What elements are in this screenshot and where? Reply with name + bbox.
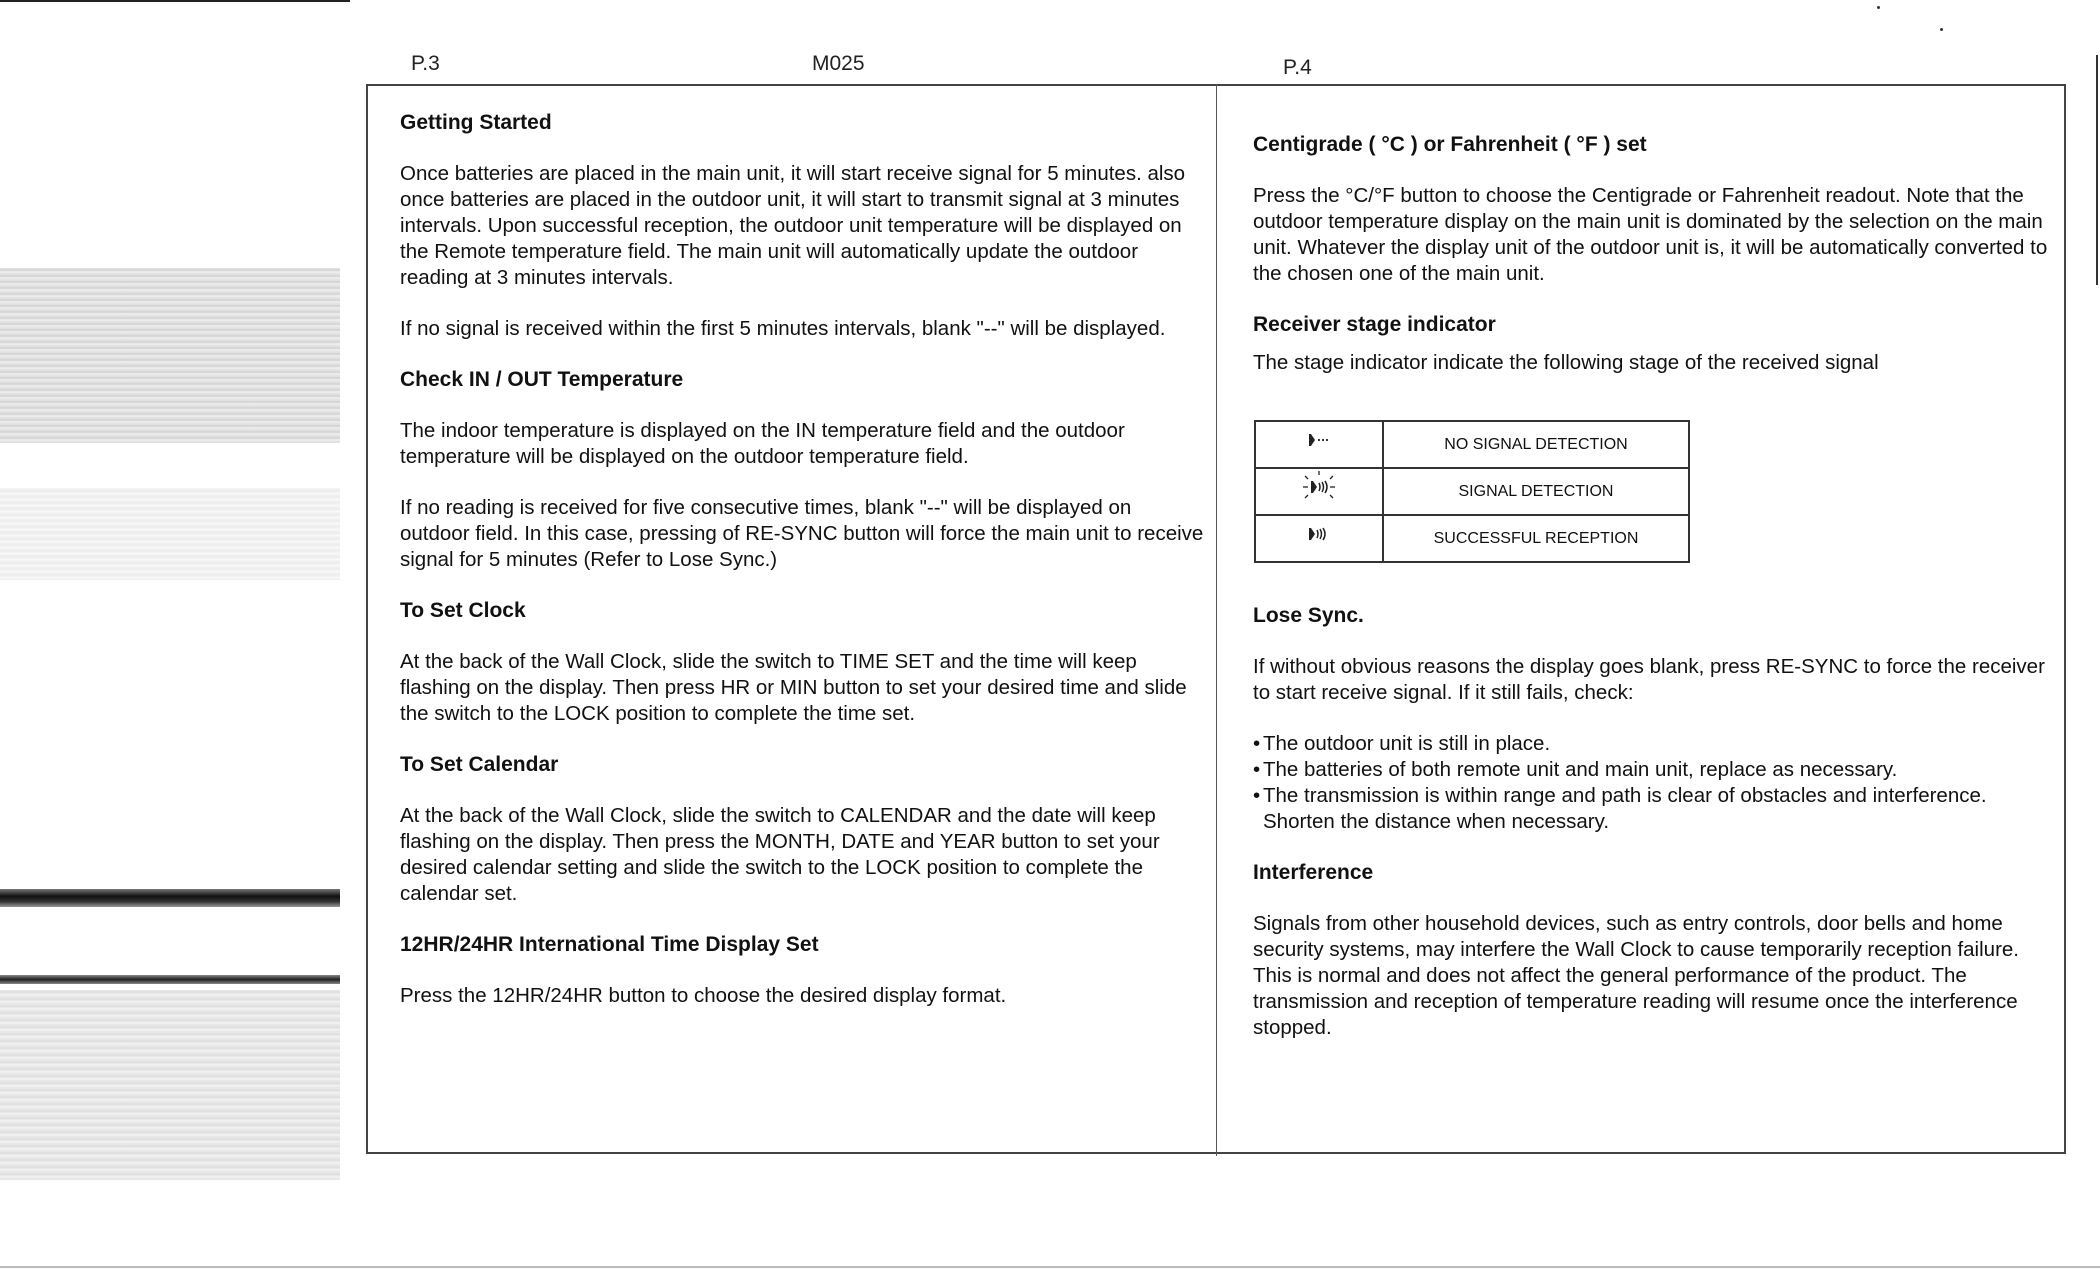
row-label: SIGNAL DETECTION bbox=[1383, 468, 1689, 515]
successful-reception-icon bbox=[1255, 515, 1383, 562]
paragraph: Press the 12HR/24HR button to choose the desired display format. bbox=[400, 984, 1007, 1007]
table-row bbox=[1255, 468, 1689, 515]
list-item: • The transmission is within range and path is clear of obstacles and interference. Shorten the distance when necessary. bbox=[1253, 783, 2053, 835]
section-title: Lose Sync. bbox=[1253, 604, 1364, 627]
list-item: • The outdoor unit is still in place. bbox=[1253, 731, 2053, 757]
row-label: SUCCESSFUL RECEPTION bbox=[1383, 515, 1689, 562]
page-number-right: P.4 bbox=[1283, 56, 1312, 79]
table-row bbox=[1255, 515, 1689, 562]
scan-artifact-bar bbox=[0, 889, 340, 907]
paragraph: If no reading is received for five consecutive times, blank "--" will be displayed on outdoor field. In this case, pressing of RE-SYNC button will force the main unit to receive signal for 5 minutes (Refer to Lose Sync.) bbox=[400, 496, 1204, 571]
scan-artifact-block bbox=[0, 268, 340, 443]
paragraph: At the back of the Wall Clock, slide the switch to CALENDAR and the date will keep flashing on the display. Then press the MONTH, DATE and YEAR button to set your desired calendar setting and slide the switch to the LOCK position to complete the calendar set. bbox=[400, 804, 1160, 905]
list-item: • The batteries of both remote unit and main unit, replace as necessary. bbox=[1253, 757, 2053, 783]
speck bbox=[1940, 28, 1943, 31]
top-edge-rule bbox=[0, 0, 350, 2]
section-title: Check IN / OUT Temperature bbox=[400, 368, 684, 391]
section-title: 12HR/24HR International Time Display Set bbox=[400, 933, 819, 956]
speck bbox=[1877, 6, 1880, 9]
section-title: Centigrade ( °C ) or Fahrenheit ( °F ) set bbox=[1253, 133, 1647, 156]
page-number-left: P.3 bbox=[411, 52, 440, 75]
section-title: Interference bbox=[1253, 861, 1374, 884]
model-number: M025 bbox=[812, 52, 865, 75]
paragraph: At the back of the Wall Clock, slide the switch to TIME SET and the time will keep flashing on the display. Then press HR or MIN button to set your desired time and slide the switch to the LOCK position to complete the time set. bbox=[400, 650, 1187, 725]
scan-artifact-bar bbox=[0, 975, 340, 984]
paragraph: The stage indicator indicate the following stage of the received signal bbox=[1253, 351, 1879, 374]
column-divider bbox=[1216, 84, 1217, 1156]
checklist bbox=[1253, 731, 2053, 835]
paragraph: Once batteries are placed in the main unit, it will start receive signal for 5 minutes. also once batteries are placed in the outdoor unit, it will start to transmit signal at 3 minutes intervals. Upon successful reception, the outdoor unit temperature will be displayed on the Remote temperature field. The main unit will automatically update the outdoor reading at 3 minutes intervals. bbox=[400, 162, 1186, 289]
row-label: NO SIGNAL DETECTION bbox=[1383, 421, 1689, 468]
no-signal-icon bbox=[1255, 421, 1383, 468]
section-title: Getting Started bbox=[400, 111, 552, 134]
right-edge-rule bbox=[2096, 55, 2098, 285]
paragraph: If without obvious reasons the display goes blank, press RE-SYNC to force the receiver to start receive signal. If it still fails, check: bbox=[1253, 655, 2045, 704]
scan-artifact-line bbox=[0, 488, 340, 580]
table-row bbox=[1255, 421, 1689, 468]
paragraph: If no signal is received within the first 5 minutes intervals, blank "--" will be displayed. bbox=[400, 317, 1166, 340]
signal-detection-icon bbox=[1255, 468, 1383, 515]
paragraph: Signals from other household devices, such as entry controls, door bells and home security systems, may interfere the Wall Clock to cause temporarily reception failure. This is normal and does not affect the general performance of the product. The transmission and reception of temperature reading will resume once the interference stopped. bbox=[1253, 912, 2019, 1039]
paragraph: The indoor temperature is displayed on the IN temperature field and the outdoor temperature will be displayed on the outdoor temperature field. bbox=[400, 419, 1125, 468]
signal-indicator-table bbox=[1254, 420, 1690, 563]
section-title: To Set Calendar bbox=[400, 753, 559, 776]
scan-artifact-block bbox=[0, 990, 340, 1180]
section-title: To Set Clock bbox=[400, 599, 526, 622]
right-column bbox=[1253, 132, 2053, 1066]
bottom-edge-rule bbox=[0, 1266, 2100, 1268]
left-column bbox=[400, 110, 1205, 1034]
section-title: Receiver stage indicator bbox=[1253, 313, 1496, 336]
paragraph: Press the °C/°F button to choose the Centigrade or Fahrenheit readout. Note that the outdoor temperature display on the main unit is dominated by the selection on the main unit. Whatever the display unit of the outdoor unit is, it will be automatically converted to the chosen one of the main unit. bbox=[1253, 184, 2048, 285]
